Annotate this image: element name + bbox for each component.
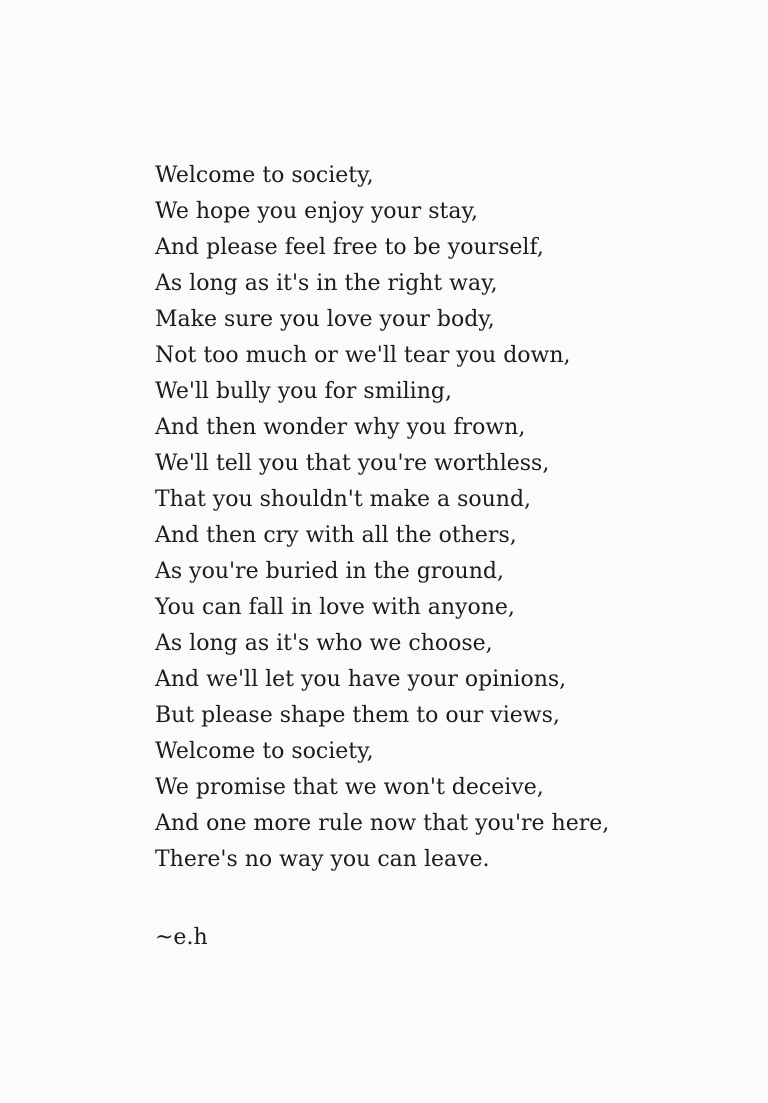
poem-line: But please shape them to our views, [155, 703, 560, 728]
poem-line: We promise that we won't deceive, [155, 775, 544, 800]
poem-line: That you shouldn't make a sound, [155, 487, 532, 512]
poem-line: And we'll let you have your opinions, [155, 667, 567, 692]
poem-line: Make sure you love your body, [155, 307, 495, 332]
poem-line: As long as it's who we choose, [155, 631, 493, 656]
poem-line: Welcome to society, [155, 739, 374, 764]
poem-line: We hope you enjoy your stay, [155, 199, 478, 224]
poem-line: And then wonder why you frown, [155, 415, 526, 440]
poem-line: We'll tell you that you're worthless, [155, 451, 550, 476]
poem-line: We'll bully you for smiling, [155, 379, 452, 404]
poem-line: As you're buried in the ground, [155, 559, 504, 584]
poem-line: There's no way you can leave. [155, 847, 490, 872]
poem-line: Not too much or we'll tear you down, [155, 343, 571, 368]
poem-line: And then cry with all the others, [155, 523, 517, 548]
poem-line: And one more rule now that you're here, [155, 811, 610, 836]
poem-line: Welcome to society, [155, 163, 374, 188]
poem-line: And please feel free to be yourself, [155, 235, 544, 260]
poem-line: As long as it's in the right way, [155, 271, 498, 296]
author-signature: ~e.h [155, 925, 208, 950]
poem-line: You can fall in love with anyone, [155, 595, 515, 620]
poem-body [155, 158, 609, 878]
